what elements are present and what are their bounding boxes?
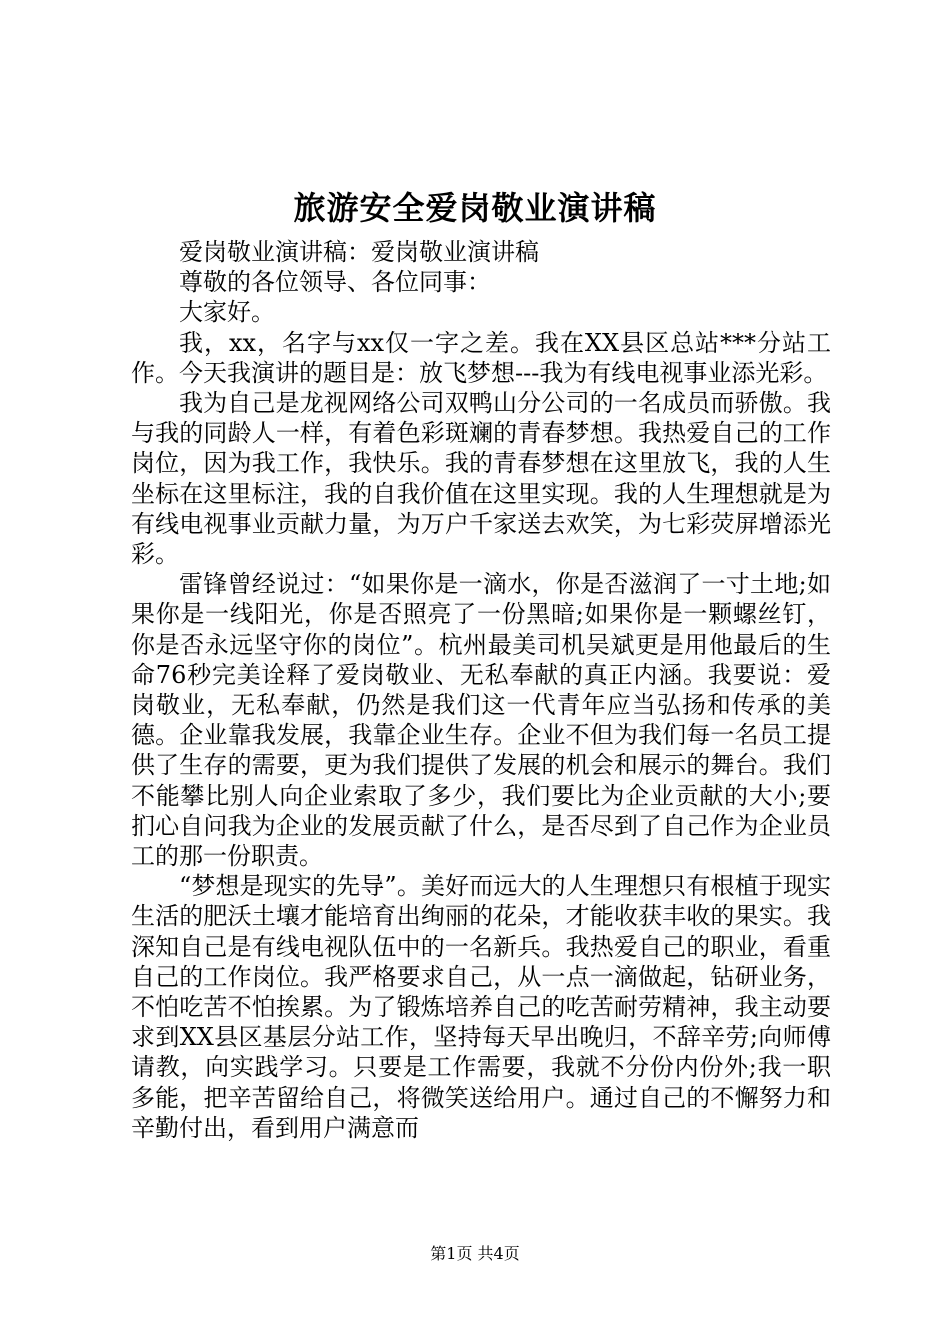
paragraph-dream: “梦想是现实的先导”。美好而远大的人生理想只有根植于现实生活的肥沃土壤才能培育出绚丽的花朵，才能收获丰收的果实。我深知自己是有线电视队伍中的一名新兵。我热爱自己的职业，看重自己的工作岗位。我严格要求自己，从一点一滴做起，钻研业务，不怕吃苦不怕挨累。为了锻炼培养自己的吃苦耐劳精神，我主动要求到XX县区基层分站工作，坚持每天早出晚归，不辞辛劳;向师傅请教，向实践学习。只要是工作需要，我就不分份内份外;我一职多能，把辛苦留给自己，将微笑送给用户。通过自己的不懈努力和辛勤付出，看到用户满意而 — [131, 872, 831, 1142]
paragraph-introduction: 我，xx，名字与xx仅一字之差。我在XX县区总站***分站工作。今天我演讲的题目是：放飞梦想---我为有线电视事业添光彩。 — [131, 328, 831, 387]
paragraph-leifeng-quote: 雷锋曾经说过：“如果你是一滴水，你是否滋润了一寸土地;如果你是一线阳光，你是否照亮了一份黑暗;如果你是一颗螺丝钉，你是否永远坚守你的岗位”。杭州最美司机吴斌更是用他最后的生命76秒完美诠释了爱岗敬业、无私奉献的真正内涵。我要说：爱岗敬业，无私奉献，仍然是我们这一代青年应当弘扬和传承的美德。企业靠我发展，我靠企业生存。企业不但为我们每一名员工提供了生存的需要，更为我们提供了发展的机会和展示的舞台。我们不能攀比别人向企业索取了多少，我们要比为企业贡献的大小;要扪心自问我为企业的发展贡献了什么，是否尽到了自己作为企业员工的那一份职责。 — [131, 570, 831, 871]
paragraph-subtitle: 爱岗敬业演讲稿：爱岗敬业演讲稿 — [179, 238, 539, 266]
document-body — [131, 237, 831, 1143]
paragraph-salutation: 尊敬的各位领导、各位同事： — [179, 268, 491, 297]
paragraph-pride: 我为自己是龙视网络公司双鸭山分公司的一名成员而骄傲。我与我的同龄人一样，有着色彩斑斓的青春梦想。我热爱自己的工作岗位，因为我工作，我快乐。我的青春梦想在这里放飞，我的人生坐标在这里标注，我的自我价值在这里实现。我的人生理想就是为有线电视事业贡献力量，为万户千家送去欢笑，为七彩荧屏增添光彩。 — [131, 389, 831, 569]
document-title: 旅游安全爱岗敬业演讲稿 — [293, 189, 657, 227]
paragraph-greeting: 大家好。 — [179, 298, 275, 327]
page-number: 第1页 共4页 — [430, 1244, 520, 1263]
